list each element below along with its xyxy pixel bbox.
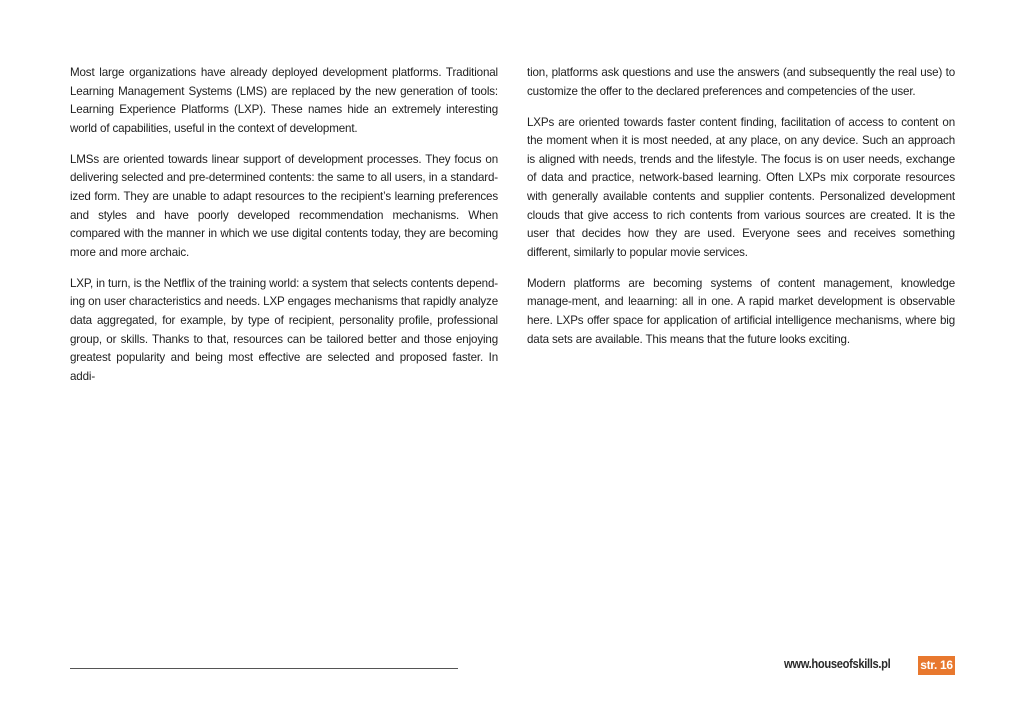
page-number-badge: str. 16 — [918, 656, 955, 675]
left-text-column — [70, 64, 498, 399]
footer-website-url: www.houseofskills.pl — [784, 656, 891, 671]
right-text-column — [527, 64, 955, 361]
paragraph: LXP, in turn, is the Netflix of the training world: a system that selects contents depend-ing on user characteristics and needs. LXP engages mechanisms that rapidly analyze data aggregated, for example, by type of recipient, personality profile, professional group, or skills. Thanks to that, resources can be tailored better and those enjoying greatest popularity and being most effective are selected and proposed faster. In addi- — [70, 276, 498, 383]
paragraph: LXPs are oriented towards faster content finding, facilitation of access to content on the moment when it is most needed, at any place, on any device. Such an approach is aligned with needs, trends and the lifestyle. The focus is on user needs, exchange of data and practice, network-based learning. Often LXPs mix corporate resources with generally available contents and supplier contents. Personalized development clouds that give access to rich contents from various sources are created. It is the user that decides how they are used. Everyone sees and receives something different, similarly to popular movie services. — [527, 115, 955, 259]
paragraph: tion, platforms ask questions and use the answers (and subsequently the real use) to customize the offer to the declared preferences and competencies of the user. — [527, 66, 955, 98]
paragraph: LMSs are oriented towards linear support of development processes. They focus on delivering selected and pre-determined contents: the same to all users, in a standard-ized form. They are unable to adapt resources to the recipient’s learning preferences and styles and have poorly developed recommendation mechanisms. When compared with the manner in which we use digital contents today, they are becoming more and more archaic. — [70, 152, 498, 259]
paragraph: Most large organizations have already deployed development platforms. Traditional Learning Management Systems (LMS) are replaced by the new generation of tools: Learning Experience Platforms (LXP). These names hide an extremely interesting world of capabilities, useful in the context of development. — [70, 66, 498, 135]
paragraph: Modern platforms are becoming systems of content management, knowledge manage-ment, and leaarning: all in one. A rapid market development is observable here. LXPs offer space for application of artificial intelligence mechanisms, where big data sets are available. This means that the future looks exciting. — [527, 276, 955, 346]
footer-divider — [70, 668, 458, 669]
